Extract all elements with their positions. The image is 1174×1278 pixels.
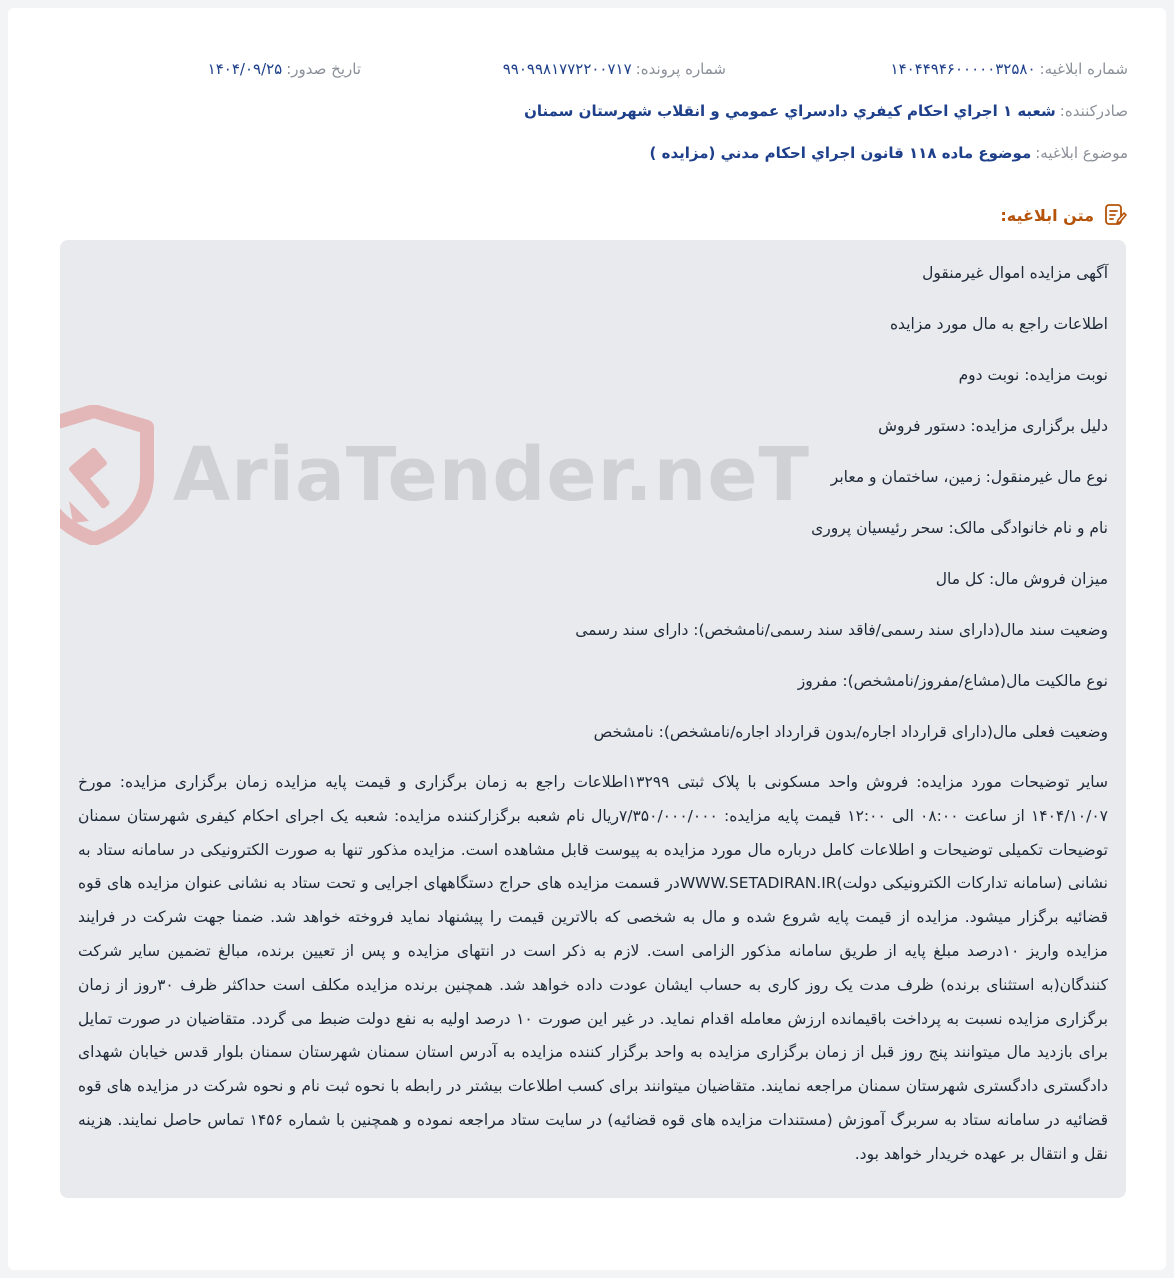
issue-date xyxy=(208,60,361,78)
notice-number-value: ۱۴۰۴۴۹۴۶۰۰۰۰۰۳۲۵۸۰ xyxy=(890,60,1036,78)
document-edit-icon xyxy=(1102,202,1128,228)
watermark-text: AriaTender.neT xyxy=(172,432,810,518)
issue-date-label: تاریخ صدور: xyxy=(286,60,361,78)
subject-label: موضوع ابلاغیه: xyxy=(1035,144,1128,162)
subject-value: موضوع ماده ۱۱۸ قانون اجراي احکام مدني (مزايده ) xyxy=(649,144,1032,162)
notice-number-label: شماره ابلاغیه: xyxy=(1039,60,1128,78)
content-line-info-heading: اطلاعات راجع به مال مورد مزایده xyxy=(889,315,1108,333)
notice-text-heading xyxy=(1000,200,1128,230)
content-paragraph-details: سایر توضیحات مورد مزایده: فروش واحد مسکونی با پلاک ثبتی ۱۳۲۹۹اطلاعات راجع به زمان برگزاری و قیمت پایه مزایده زمان برگزاری مزایده: مورخ ۱۴۰۴/۱۰/۰۷ از ساعت ۰۸:۰۰ الی ۱۲:۰۰ قیمت پایه مزایده: ۷/۳۵۰/۰۰۰/۰۰۰ریال نام شعبه برگزارکننده مزایده: شعبه یک اجرای احکام کیفری شهرستان سمنان توضیحات تکمیلی توضیحات و اطلاعات کامل درباره مال مورد مزایده به پیوست قابل مشاهده است. مزایده مذکور تنها به صورت الکترونیکی در سامانه ستاد به نشانی (سامانه تدارکات الکترونیکی دولت)WWW.SETADIRAN.IRدر قسمت مزایده های حراج دستگاههای اجرایی و تحت ستاد به نشانی عنوان مزایده های قوه قضائیه برگزار میشود. مزایده از قیمت پایه شروع شده و مال به شخصی که بالاترین قیمت را پیشنهاد نماید فروخته خواهد شد. ضمنا جهت شرکت در فرایند مزایده واریز ۱۰درصد مبلغ پایه از طریق سامانه مذکور الزامی است. لازم به ذکر است در انتهای مزایده و پس از تعیین برنده، مبالغ تضمین سایر شرکت کنندگان(به استثنای برنده) ظرف مدت یک روز کاری به حساب ایشان عودت داده خواهد شد. همچنین برنده مزایده مکلف است حداکثر ظرف ۳۰روز از زمان برگزاری مزایده نسبت به پرداخت باقیمانده ارزش معامله اقدام نماید. در غیر این صورت ۱۰ درصد اولیه به نفع دولت ضبط می گردد. متقاضیان در صورت تمایل برای بازدید مال میتوانند پنج روز قبل از زمان برگزاری مزایده به واحد برگزار کننده مزایده به آدرس استان سمنان شهرستان سمنان بلوار قدس خیابان شهدای دادگستری دادگستری شهرستان سمنان مراجعه نمایند. متقاضیان میتوانند برای کسب اطلاعات بیشتر در رابطه با نحوه ثبت نام و نحوه شرکت در مزایده های قوه قضائیه در سامانه ستاد به سربرگ آموزش (مستندات مزایده های قوه قضائیه) در سایت ستاد مراجعه نموده و همچنین با شماره ۱۴۵۶ تماس حاصل نمایند. هزینه نقل و انتقال بر عهده خریدار خواهد بود. xyxy=(78,773,1109,1163)
content-line-ownership-type: نوع مالکیت مال(مشاع/مفروز/نامشخص): مفروز xyxy=(797,672,1108,690)
content-line-reason: دلیل برگزاری مزایده: دستور فروش xyxy=(878,417,1108,435)
content-line-owner: نام و نام خانوادگی مالک: سحر رئیسیان پروری xyxy=(811,519,1108,537)
content-line-round: نوبت مزایده: نوبت دوم xyxy=(958,366,1108,384)
content-line-current-status: وضعیت فعلی مال(دارای قرارداد اجاره/بدون قرارداد اجاره/نامشخص): نامشخص xyxy=(593,723,1108,741)
notice-card xyxy=(8,8,1166,1270)
content-line-property-type: نوع مال غیرمنقول: زمین، ساختمان و معابر xyxy=(830,468,1108,486)
case-number-label: شماره پرونده: xyxy=(635,60,726,78)
issue-date-value: ۱۴۰۴/۰۹/۲۵ xyxy=(207,60,283,78)
notice-number xyxy=(726,60,1128,78)
issuer-label: صادرکننده: xyxy=(1059,102,1128,120)
issuer-value: شعبه ۱ اجراي احکام کيفري دادسراي عمومي و انقلاب شهرستان سمنان xyxy=(524,102,1056,120)
meta-row-issuer xyxy=(46,96,1128,126)
notice-content xyxy=(60,240,1126,1198)
meta-row-subject xyxy=(46,138,1128,168)
content-line-deed-status: وضعیت سند مال(دارای سند رسمی/فاقد سند رسمی/نامشخص): دارای سند رسمی xyxy=(575,621,1108,639)
content-line-sale-amount: میزان فروش مال: کل مال xyxy=(935,570,1108,588)
case-number-value: ۹۹۰۹۹۸۱۷۷۲۲۰۰۷۱۷ xyxy=(502,60,632,78)
case-number xyxy=(361,60,726,78)
content-line-title: آگهی مزایده اموال غیرمنقول xyxy=(922,264,1108,282)
meta-row-numbers xyxy=(46,54,1128,84)
notice-text-title: متن ابلاغیه: xyxy=(1000,205,1094,225)
